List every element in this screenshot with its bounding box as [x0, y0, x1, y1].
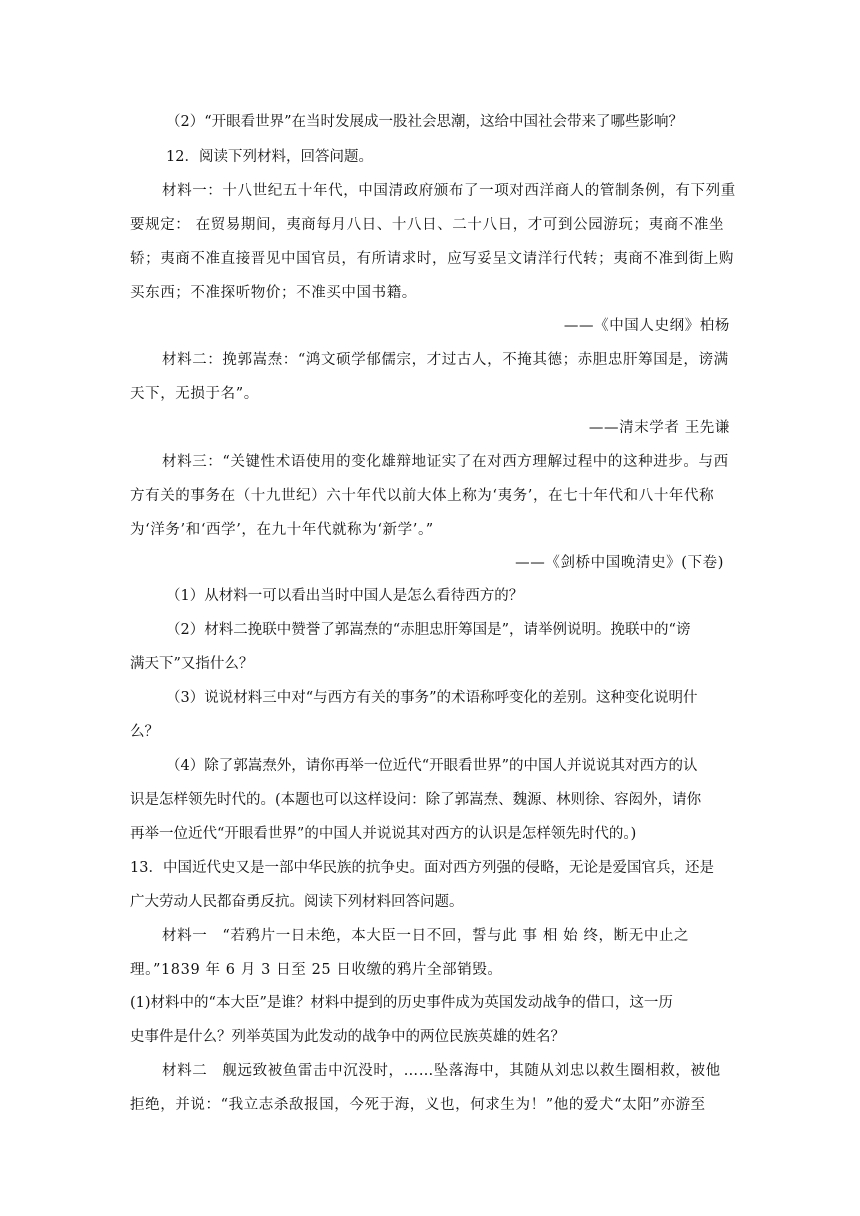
q13-material-1-line-2: 理。”1839 年 6 月 3 日至 25 日收缴的鸦片全部销毁。 [130, 962, 503, 978]
material-3-source: ——《剑桥中国晚清史》(下卷) [515, 555, 724, 571]
q13-part1-line-1: (1)材料中的“本大臣”是谁？材料中提到的历史事件成为英国发动战争的借口，这一历 [130, 995, 673, 1011]
material-1-source: ——《中国人史纲》柏杨 [563, 318, 730, 334]
q13-part1-line-2: 史事件是什么？列举英国为此发动的战争中的两位民族英雄的姓名？ [130, 1029, 565, 1045]
material-1-line-3: 轿；夷商不准直接晋见中国官员，有所请求时，应写妥呈文请洋行代转；夷商不准到街上购 [130, 251, 734, 267]
q13-material-2-line-1: 材料二 舰远致被鱼雷击中沉没时，……坠落海中，其随从刘忠以救生圈相救，被他 [162, 1063, 721, 1079]
material-3-line-2: 方有关的事务在（十九世纪）六十年代以前大体上称为‘夷务’，在七十年代和八十年代称 [130, 488, 715, 504]
q12-part1: （1）从材料一可以看出当时中国人是怎么看待西方的？ [166, 588, 524, 604]
q13-material-2-line-2: 拒绝，并说：“我立志杀敌报国，今死于海，义也，何求生为！”他的爱犬“太阳”亦游至 [130, 1097, 706, 1113]
q13-stem-line-2: 广大劳动人民都奋勇反抗。阅读下列材料回答问题。 [130, 894, 464, 910]
q12-part3-line-1: （3）说说材料三中对“与西方有关的事务”的术语称呼变化的差别。这种变化说明什 [166, 690, 698, 706]
material-2-line-2: 天下，无损于名”。 [130, 386, 259, 402]
q12-part2-line-2: 满天下”又指什么？ [130, 656, 254, 672]
q12-part4-line-3: 再举一位近代“开眼看世界”的中国人并说说其对西方的认识是怎样领先时代的。) [130, 826, 637, 842]
material-2-source: ——清末学者 王先谦 [588, 420, 730, 436]
q13-material-1-line-1: 材料一 “若鸦片一日未绝，本大臣一日不回，誓与此 事 相 始 终，断无中止之 [162, 928, 690, 944]
q13-stem-line-1: 13．中国近代史又是一部中华民族的抗争史。面对西方列强的侵略，无论是爱国官兵，还是 [130, 860, 714, 876]
q12-stem: 12．阅读下列材料，回答问题。 [166, 149, 373, 165]
material-3-line-1: 材料三：“关键性术语使用的变化雄辩地证实了在对西方理解过程中的这种进步。与西 [162, 454, 729, 470]
q12-part2-line-1: （2）材料二挽联中赞誉了郭嵩焘的“赤胆忠肝筹国是”，请举例说明。挽联中的“谤 [166, 622, 691, 638]
q11-part2: （2）“开眼看世界”在当时发展成一股社会思潮，这给中国社会带来了哪些影响？ [166, 114, 684, 130]
material-1-line-4: 买东西；不准探听物价；不准买中国书籍。 [130, 285, 417, 301]
material-1-line-1: 材料一：十八世纪五十年代，中国清政府颁布了一项对西洋商人的管制条例，有下列重 [162, 183, 736, 199]
q12-part3-line-2: 么？ [130, 724, 159, 740]
q12-part4-line-2: 识是怎样领先时代的。(本题也可以这样设问：除了郭嵩焘、魏源、林则徐、容闳外，请你 [130, 792, 702, 808]
material-2-line-1: 材料二：挽郭嵩焘：“鸿文硕学郁儒宗，才过古人，不掩其德；赤胆忠肝筹国是，谤满 [162, 352, 729, 368]
material-1-line-2: 要规定： 在贸易期间，夷商每月八日、十八日、二十八日，才可到公园游玩；夷商不准坐 [130, 217, 725, 233]
material-3-line-3: 为‘洋务’和‘西学’，在九十年代就称为‘新学’。” [130, 522, 434, 538]
q12-part4-line-1: （4）除了郭嵩焘外，请你再举一位近代“开眼看世界”的中国人并说说其对西方的认 [166, 758, 698, 774]
